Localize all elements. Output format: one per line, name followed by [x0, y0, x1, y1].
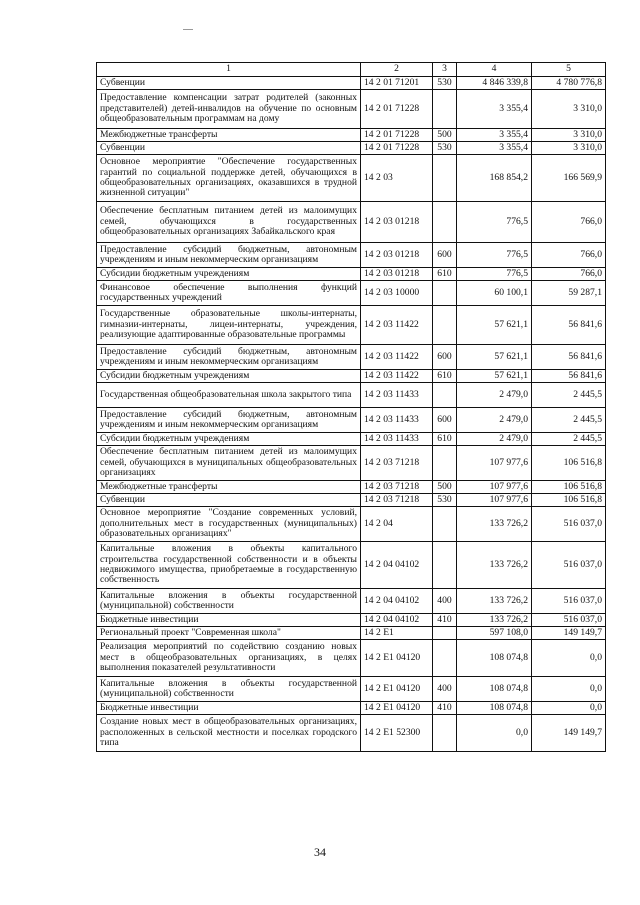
row-vr	[433, 90, 457, 129]
budget-table	[96, 62, 606, 752]
row-value-2: 0,0	[532, 702, 606, 715]
table-row	[97, 542, 606, 589]
row-name: Субсидии бюджетным учреждениям	[97, 268, 361, 281]
table-row	[97, 702, 606, 715]
row-name: Государственные образовательные школы-интернаты, гимназии-интернаты, лицеи-интернаты, учреждения, реализующие адаптированные образовательные программы	[97, 306, 361, 345]
row-code: 14 2 03 11433	[361, 408, 433, 433]
row-vr	[433, 715, 457, 752]
row-vr: 610	[433, 433, 457, 446]
row-code: 14 2 04 04102	[361, 589, 433, 614]
row-vr	[433, 383, 457, 408]
row-vr: 530	[433, 77, 457, 90]
row-value-2: 2 445,5	[532, 383, 606, 408]
row-code: 14 2 03	[361, 155, 433, 202]
table-row	[97, 433, 606, 446]
row-value-1: 2 479,0	[457, 383, 532, 408]
table-row	[97, 446, 606, 481]
row-value-2: 149 149,7	[532, 715, 606, 752]
row-value-1: 776,5	[457, 202, 532, 243]
row-vr	[433, 542, 457, 589]
row-code: 14 2 03 11433	[361, 383, 433, 408]
row-vr: 500	[433, 129, 457, 142]
table-row	[97, 589, 606, 614]
row-name: Государственная общеобразовательная школа закрытого типа	[97, 383, 361, 408]
row-name: Субсидии бюджетным учреждениям	[97, 370, 361, 383]
table-row	[97, 481, 606, 494]
row-code: 14 2 01 71201	[361, 77, 433, 90]
table-row	[97, 627, 606, 640]
row-vr: 600	[433, 408, 457, 433]
row-vr: 530	[433, 142, 457, 155]
row-value-2: 106 516,8	[532, 494, 606, 507]
table-row	[97, 202, 606, 243]
table-body	[97, 77, 606, 752]
row-value-1: 133 726,2	[457, 507, 532, 542]
row-value-1: 2 479,0	[457, 433, 532, 446]
row-value-2: 516 037,0	[532, 507, 606, 542]
row-value-1: 3 355,4	[457, 90, 532, 129]
row-name: Региональный проект "Современная школа"	[97, 627, 361, 640]
row-value-2: 166 569,9	[532, 155, 606, 202]
row-name: Капитальные вложения в объекты государственной (муниципальной) собственности	[97, 677, 361, 702]
row-value-2: 766,0	[532, 243, 606, 268]
row-code: 14 2 03 71218	[361, 446, 433, 481]
row-value-2: 106 516,8	[532, 446, 606, 481]
row-name: Субсидии бюджетным учреждениям	[97, 433, 361, 446]
row-vr	[433, 306, 457, 345]
row-code: 14 2 E1 04120	[361, 640, 433, 677]
row-value-2: 3 310,0	[532, 90, 606, 129]
row-vr	[433, 640, 457, 677]
row-vr: 600	[433, 243, 457, 268]
row-value-1: 4 846 339,8	[457, 77, 532, 90]
row-value-1: 108 074,8	[457, 677, 532, 702]
row-name: Субвенции	[97, 142, 361, 155]
row-name: Предоставление субсидий бюджетным, автономным учреждениям и иным некоммерческим организациям	[97, 243, 361, 268]
row-value-2: 3 310,0	[532, 142, 606, 155]
row-value-2: 2 445,5	[532, 408, 606, 433]
row-vr: 400	[433, 677, 457, 702]
row-vr: 400	[433, 589, 457, 614]
row-code: 14 2 01 71228	[361, 142, 433, 155]
row-value-2: 516 037,0	[532, 542, 606, 589]
row-code: 14 2 E1 04120	[361, 702, 433, 715]
table-row	[97, 370, 606, 383]
row-value-1: 133 726,2	[457, 614, 532, 627]
row-name: Капитальные вложения в объекты капитального строительства государственной собственности и в объекты недвижимого имущества, приобретаемые в государственную собственность	[97, 542, 361, 589]
row-code: 14 2 01 71228	[361, 129, 433, 142]
row-name: Предоставление субсидий бюджетным, автономным учреждениям и иным некоммерческим организациям	[97, 345, 361, 370]
row-value-1: 776,5	[457, 268, 532, 281]
row-vr	[433, 507, 457, 542]
row-name: Предоставление субсидий бюджетным, автономным учреждениям и иным некоммерческим организациям	[97, 408, 361, 433]
row-name: Субвенции	[97, 494, 361, 507]
row-value-1: 3 355,4	[457, 142, 532, 155]
row-value-2: 59 287,1	[532, 281, 606, 306]
row-name: Основное мероприятие "Обеспечение государственных гарантий по социальной поддержке детей, обучающихся в общеобразовательных организациях, оказавшихся в трудной жизненной ситуации"	[97, 155, 361, 202]
table-row	[97, 677, 606, 702]
row-value-1: 133 726,2	[457, 589, 532, 614]
row-code: 14 2 04 04102	[361, 542, 433, 589]
row-code: 14 2 03 11433	[361, 433, 433, 446]
row-vr: 610	[433, 370, 457, 383]
row-value-1: 57 621,1	[457, 345, 532, 370]
row-name: Бюджетные инвестиции	[97, 614, 361, 627]
table-row	[97, 507, 606, 542]
row-value-1: 0,0	[457, 715, 532, 752]
row-value-2: 149 149,7	[532, 627, 606, 640]
row-value-2: 0,0	[532, 677, 606, 702]
row-value-1: 108 074,8	[457, 702, 532, 715]
table-row	[97, 306, 606, 345]
row-value-2: 3 310,0	[532, 129, 606, 142]
row-name: Межбюджетные трансферты	[97, 129, 361, 142]
row-code: 14 2 03 11422	[361, 345, 433, 370]
page-number: 34	[314, 845, 326, 859]
row-code: 14 2 03 01218	[361, 202, 433, 243]
header-cell-name: 1	[97, 63, 361, 77]
table-row	[97, 77, 606, 90]
header-cell-vr: 3	[433, 63, 457, 77]
header-cell-code: 2	[361, 63, 433, 77]
row-code: 14 2 E1 04120	[361, 677, 433, 702]
row-value-2: 56 841,6	[532, 345, 606, 370]
row-name: Обеспечение бесплатным питанием детей из малоимущих семей, обучающихся в муниципальных общеобразовательных организациях	[97, 446, 361, 481]
row-code: 14 2 E1	[361, 627, 433, 640]
row-name: Межбюджетные трансферты	[97, 481, 361, 494]
header-cell-value-2: 5	[532, 63, 606, 77]
row-code: 14 2 03 71218	[361, 481, 433, 494]
row-code: 14 2 01 71228	[361, 90, 433, 129]
row-value-2: 0,0	[532, 640, 606, 677]
row-vr	[433, 155, 457, 202]
table-row	[97, 383, 606, 408]
row-vr	[433, 281, 457, 306]
row-value-1: 108 074,8	[457, 640, 532, 677]
table-row	[97, 90, 606, 129]
row-vr	[433, 446, 457, 481]
header-row	[97, 63, 606, 77]
table-row	[97, 345, 606, 370]
table-row	[97, 243, 606, 268]
table-row	[97, 640, 606, 677]
row-value-1: 107 977,6	[457, 481, 532, 494]
row-name: Капитальные вложения в объекты государственной (муниципальной) собственности	[97, 589, 361, 614]
row-code: 14 2 03 10000	[361, 281, 433, 306]
row-code: 14 2 03 01218	[361, 243, 433, 268]
row-vr: 610	[433, 268, 457, 281]
row-vr: 600	[433, 345, 457, 370]
row-name: Реализация мероприятий по содействию созданию новых мест в общеобразовательных организациях, в целях выполнения показателей результативности	[97, 640, 361, 677]
row-value-1: 107 977,6	[457, 446, 532, 481]
table-row	[97, 129, 606, 142]
row-code: 14 2 03 11422	[361, 306, 433, 345]
row-code: 14 2 E1 52300	[361, 715, 433, 752]
table-row	[97, 408, 606, 433]
scan-mark	[183, 29, 193, 30]
row-value-2: 516 037,0	[532, 614, 606, 627]
row-value-1: 60 100,1	[457, 281, 532, 306]
row-value-1: 107 977,6	[457, 494, 532, 507]
table-row	[97, 614, 606, 627]
row-name: Создание новых мест в общеобразовательных организациях, расположенных в сельской местности и поселках городского типа	[97, 715, 361, 752]
row-code: 14 2 03 71218	[361, 494, 433, 507]
row-value-1: 57 621,1	[457, 370, 532, 383]
table-row	[97, 155, 606, 202]
table-row	[97, 281, 606, 306]
row-code: 14 2 04 04102	[361, 614, 433, 627]
row-vr	[433, 627, 457, 640]
row-name: Бюджетные инвестиции	[97, 702, 361, 715]
row-vr: 500	[433, 481, 457, 494]
row-value-1: 133 726,2	[457, 542, 532, 589]
row-value-2: 56 841,6	[532, 306, 606, 345]
row-value-1: 168 854,2	[457, 155, 532, 202]
row-value-1: 2 479,0	[457, 408, 532, 433]
row-value-2: 516 037,0	[532, 589, 606, 614]
row-vr: 410	[433, 614, 457, 627]
row-value-2: 56 841,6	[532, 370, 606, 383]
row-code: 14 2 03 11422	[361, 370, 433, 383]
table-row	[97, 494, 606, 507]
row-value-2: 106 516,8	[532, 481, 606, 494]
table-row	[97, 142, 606, 155]
row-value-2: 766,0	[532, 268, 606, 281]
row-name: Финансовое обеспечение выполнения функций государственных учреждений	[97, 281, 361, 306]
row-code: 14 2 04	[361, 507, 433, 542]
row-value-1: 776,5	[457, 243, 532, 268]
row-value-1: 57 621,1	[457, 306, 532, 345]
row-vr	[433, 202, 457, 243]
row-value-1: 597 108,0	[457, 627, 532, 640]
row-value-2: 2 445,5	[532, 433, 606, 446]
row-value-2: 766,0	[532, 202, 606, 243]
row-value-2: 4 780 776,8	[532, 77, 606, 90]
row-vr: 530	[433, 494, 457, 507]
row-name: Обеспечение бесплатным питанием детей из малоимущих семей, обучающихся в государственных общеобразовательных организациях Забайкальского края	[97, 202, 361, 243]
table-row	[97, 715, 606, 752]
table-row	[97, 268, 606, 281]
row-name: Основное мероприятие "Создание современных условий, дополнительных мест в государственных (муниципальных) образовательных организациях"	[97, 507, 361, 542]
header-cell-value-1: 4	[457, 63, 532, 77]
row-name: Предоставление компенсации затрат родителей (законных представителей) детей-инвалидов на обучение по основным общеобразовательным программам на дому	[97, 90, 361, 129]
row-code: 14 2 03 01218	[361, 268, 433, 281]
row-name: Субвенции	[97, 77, 361, 90]
row-value-1: 3 355,4	[457, 129, 532, 142]
row-vr: 410	[433, 702, 457, 715]
